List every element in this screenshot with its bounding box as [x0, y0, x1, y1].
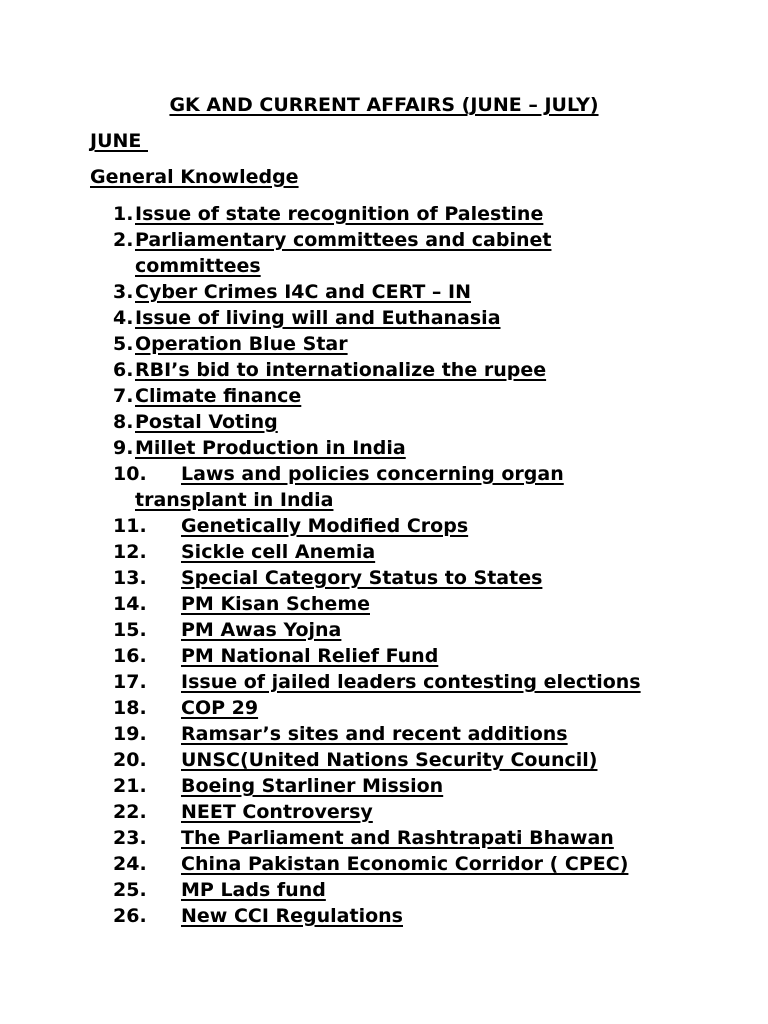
list-item-text: [135, 305, 605, 331]
list-item-label: The Parliament and Rashtrapati Bhawan: [181, 827, 614, 849]
list-item-text: [135, 227, 605, 279]
list-item: [0, 227, 768, 279]
list-item-number: 26.: [113, 905, 147, 927]
list-item-text: [135, 721, 675, 747]
list-item-label: Postal Voting: [135, 411, 278, 433]
title-text: GK AND CURRENT AFFAIRS (JUNE – JULY): [169, 94, 599, 116]
list-item-number: 15.: [113, 619, 147, 641]
list-item-label: Boeing Starliner Mission: [181, 775, 444, 797]
month-heading: [90, 129, 148, 153]
list-item-text: [135, 617, 675, 643]
list-item: [0, 409, 768, 435]
list-item-label: PM Awas Yojna: [181, 619, 342, 641]
list-item-text: [135, 851, 675, 877]
list-item-text: [135, 539, 675, 565]
list-item-label: NEET Controversy: [181, 801, 373, 823]
list-item-number: 3.: [113, 281, 134, 303]
list-item-number: 13.: [113, 567, 147, 589]
list-item: [0, 903, 768, 929]
list-item-text: [135, 903, 675, 929]
list-item-number: 20.: [113, 749, 147, 771]
list-item-text: [135, 201, 605, 227]
list-item-text: [135, 695, 675, 721]
list-item-number: 1.: [113, 203, 134, 225]
list-item: [0, 773, 768, 799]
list-item: [0, 643, 768, 669]
list-item-label: Issue of state recognition of Palestine: [135, 203, 544, 225]
list-item-number: 21.: [113, 775, 147, 797]
list-item: [0, 383, 768, 409]
list-item-number: 22.: [113, 801, 147, 823]
list-item-text: [135, 799, 675, 825]
list-item: [0, 695, 768, 721]
list-item-number: 23.: [113, 827, 147, 849]
list-item-text: [135, 435, 605, 461]
list-item: [0, 513, 768, 539]
list-item-number: 24.: [113, 853, 147, 875]
list-item-label: Special Category Status to States: [181, 567, 543, 589]
list-item-number: 9.: [113, 437, 134, 459]
list-item: [0, 617, 768, 643]
list-item: [0, 435, 768, 461]
list-item: [0, 461, 768, 513]
list-item-number: 8.: [113, 411, 134, 433]
list-item-text: [135, 643, 675, 669]
topic-list: [0, 201, 768, 929]
list-item-label: MP Lads fund: [181, 879, 326, 901]
list-item-label: Operation Blue Star: [135, 333, 348, 355]
list-item-number: 16.: [113, 645, 147, 667]
list-item-text: [135, 669, 675, 695]
list-item-number: 4.: [113, 307, 134, 329]
list-item-text: [135, 773, 675, 799]
list-item: [0, 201, 768, 227]
document-title: [0, 93, 768, 117]
list-item: [0, 799, 768, 825]
list-item-number: 14.: [113, 593, 147, 615]
section-heading: [90, 165, 299, 189]
list-item-text: [135, 565, 675, 591]
list-item-label: Parliamentary committees and cabinet committees: [135, 229, 552, 277]
list-item: [0, 331, 768, 357]
list-item-label: Ramsar’s sites and recent additions: [181, 723, 568, 745]
list-item-label: COP 29: [181, 697, 259, 719]
list-item-text: [135, 279, 605, 305]
list-item-number: 2.: [113, 229, 134, 251]
list-item-number: 11.: [113, 515, 147, 537]
list-item-label: Millet Production in India: [135, 437, 406, 459]
list-item-text: [135, 461, 675, 513]
list-item-number: 5.: [113, 333, 134, 355]
list-item-label: Laws and policies concerning organ transplant in India: [135, 463, 564, 511]
list-item-number: 7.: [113, 385, 134, 407]
list-item-text: [135, 591, 675, 617]
list-item-text: [135, 357, 605, 383]
list-item-text: [135, 513, 675, 539]
list-item: [0, 591, 768, 617]
list-item-label: PM National Relief Fund: [181, 645, 439, 667]
list-item: [0, 565, 768, 591]
list-item-text: [135, 409, 605, 435]
list-item-label: New CCI Regulations: [181, 905, 403, 927]
list-item: [0, 721, 768, 747]
list-item: [0, 877, 768, 903]
list-item-label: Sickle cell Anemia: [181, 541, 376, 563]
list-item-label: Cyber Crimes I4C and CERT – IN: [135, 281, 472, 303]
list-item-label: Issue of jailed leaders contesting elections: [181, 671, 641, 693]
list-item-text: [135, 747, 675, 773]
list-item: [0, 851, 768, 877]
list-item-number: 19.: [113, 723, 147, 745]
list-item-number: 6.: [113, 359, 134, 381]
list-item: [0, 357, 768, 383]
list-item-number: 10.: [113, 463, 147, 485]
list-item-text: [135, 331, 605, 357]
list-item: [0, 279, 768, 305]
list-item-label: China Pakistan Economic Corridor ( CPEC): [181, 853, 629, 875]
list-item-label: Climate finance: [135, 385, 302, 407]
list-item-label: RBI’s bid to internationalize the rupee: [135, 359, 547, 381]
list-item-number: 17.: [113, 671, 147, 693]
list-item-number: 12.: [113, 541, 147, 563]
list-item: [0, 825, 768, 851]
list-item-text: [135, 825, 675, 851]
list-item-label: PM Kisan Scheme: [181, 593, 370, 615]
month-text: JUNE: [90, 130, 148, 152]
list-item-label: UNSC(United Nations Security Council): [181, 749, 598, 771]
list-item-number: 18.: [113, 697, 147, 719]
section-text: General Knowledge: [90, 166, 299, 188]
list-item-number: 25.: [113, 879, 147, 901]
list-item: [0, 669, 768, 695]
list-item: [0, 539, 768, 565]
list-item-label: Genetically Modified Crops: [181, 515, 469, 537]
list-item-text: [135, 877, 675, 903]
list-item-text: [135, 383, 605, 409]
list-item: [0, 747, 768, 773]
list-item: [0, 305, 768, 331]
list-item-label: Issue of living will and Euthanasia: [135, 307, 501, 329]
